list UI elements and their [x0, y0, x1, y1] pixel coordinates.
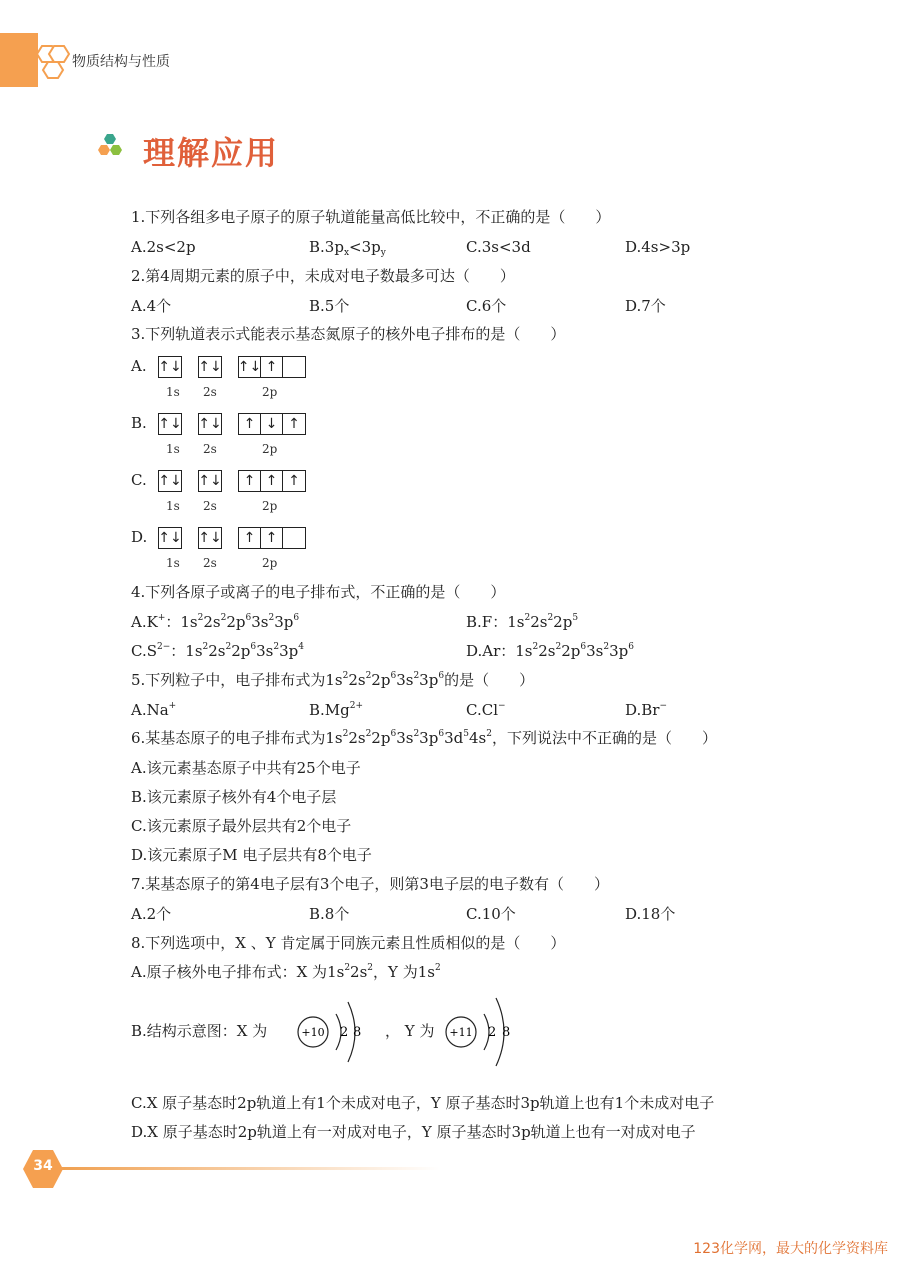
q6-option-c: C.该元素原子最外层共有2个电子 — [131, 817, 352, 835]
q3-option-b-letter: B. — [131, 414, 147, 432]
q4-option-a: A.K+：$1s^22s^22p^63s^23p^6$ — [131, 613, 300, 631]
question-1: 1.下列各组多电子原子的原子轨道能量高低比较中，不正确的是（ ） — [131, 208, 611, 226]
question-2: 2.第4周期元素的原子中，未成对电子数最多可达（ ） — [131, 267, 515, 285]
q4-option-d: D.Ar：$1s^22s^22p^63s^23p^6$ — [466, 642, 634, 660]
question-4: 4.下列各原子或离子的电子排布式，不正确的是（ ） — [131, 583, 506, 601]
q5-option-c: C.Cl− — [466, 701, 506, 719]
x-atom-structure-diagram — [296, 992, 376, 1074]
hexagon-logo-icon — [30, 42, 74, 86]
q1-option-c: C.3s<3d — [466, 238, 531, 256]
q2-option-b: B.5个 — [309, 297, 350, 315]
q6-option-b: B.该元素原子核外有4个电子层 — [131, 788, 337, 806]
q6-option-d: D.该元素原子M 电子层共有8个电子 — [131, 846, 372, 864]
x-nucleus-charge: +10 — [301, 1026, 325, 1039]
q3-option-a-orbitals — [158, 356, 306, 378]
orbital-2s: ↑↓ — [198, 359, 222, 375]
question-8: 8.下列选项中，X 、Y 肯定属于同族元素且性质相似的是（ ） — [131, 934, 566, 952]
label-2s: 2s — [203, 385, 217, 399]
orbital-2p-3: ↑ — [288, 416, 300, 432]
orbital-2p-1: ↑ — [239, 414, 261, 434]
question-5: 5.下列粒子中，电子排布式为$1s^22s^22p^63s^23p^6$的是（ ） — [131, 671, 535, 689]
label-1s: 1s — [166, 556, 180, 570]
orbital-1s: ↑↓ — [158, 416, 182, 432]
label-2p: 2p — [262, 442, 278, 456]
orbital-2s: ↑↓ — [198, 530, 222, 546]
x-shell-2: 8 — [353, 1025, 362, 1040]
orbital-2p-1: ↑ — [239, 471, 261, 491]
q8-option-d: D.X 原子基态时2p轨道上有一对成对电子，Y 原子基态时3p轨道上也有一对成对电子 — [131, 1123, 696, 1141]
x-shell-1: 2 — [340, 1025, 349, 1040]
q7-option-d: D.18个 — [625, 905, 676, 923]
q2-option-a: A.4个 — [131, 297, 172, 315]
section-hexagons-icon — [96, 133, 128, 163]
q1-option-d: D.4s>3p — [625, 238, 691, 256]
q3-option-a-letter: A. — [131, 357, 147, 375]
q8-option-b-y-label: ， Y 为 — [385, 1022, 435, 1040]
orbital-1s: ↑↓ — [158, 359, 182, 375]
q8-option-b-label: B.结构示意图：X 为 — [131, 1022, 268, 1040]
q8-option-c: C.X 原子基态时2p轨道上有1个未成对电子，Y 原子基态时3p轨道上也有1个未成对电子 — [131, 1094, 715, 1112]
question-6: 6.某基态原子的电子排布式为$1s^22s^22p^63s^23p^63d^54s^2$，下列说法中不正确的是（ ） — [131, 729, 717, 747]
q1-option-a: A.2s<2p — [131, 238, 196, 256]
label-2p: 2p — [262, 385, 278, 399]
orbital-2p-3: ↑ — [288, 473, 300, 489]
label-1s: 1s — [166, 499, 180, 513]
q6-option-a: A.该元素基态原子中共有25个电子 — [131, 759, 361, 777]
q5-option-d: D.Br− — [625, 701, 667, 719]
q2-option-c: C.6个 — [466, 297, 507, 315]
orbital-2p-2: ↑ — [261, 528, 283, 548]
y-shell-2: 8 — [502, 1025, 511, 1040]
orbital-2s: ↑↓ — [198, 416, 222, 432]
y-nucleus-charge: +11 — [449, 1026, 473, 1039]
question-7: 7.某基态原子的第4电子层有3个电子，则第3电子层的电子数有（ ） — [131, 875, 609, 893]
q3-option-d-orbitals — [158, 527, 306, 549]
label-1s: 1s — [166, 442, 180, 456]
watermark: 123化学网，最大的化学资料库 — [693, 1241, 888, 1257]
label-2s: 2s — [203, 499, 217, 513]
orbital-1s: ↑↓ — [158, 473, 182, 489]
q8-option-a: A.原子核外电子排布式：X 为$1s^22s^2$，Y 为$1s^2$ — [131, 963, 441, 981]
q1-option-b: $B.3p_x<3p_y$ — [309, 238, 386, 258]
q7-option-b: B.8个 — [309, 905, 350, 923]
q3-option-c-letter: C. — [131, 471, 147, 489]
q4-option-b: B.F：$1s^22s^22p^5$ — [466, 613, 579, 631]
q3-option-d-letter: D. — [131, 528, 148, 546]
q5-option-b: $B.Mg^{2+}$ — [309, 701, 364, 719]
q7-option-a: A.2个 — [131, 905, 172, 923]
orbital-2p-3 — [283, 357, 305, 377]
orbital-2p-2: ↑ — [261, 357, 283, 377]
question-3: 3.下列轨道表示式能表示基态氮原子的核外电子排布的是（ ） — [131, 325, 566, 343]
orbital-1s: ↑↓ — [158, 530, 182, 546]
orbital-2p-1: ↑ — [239, 528, 261, 548]
q3-option-b-orbitals — [158, 413, 306, 435]
q4-option-c: $C.S^{2-}$：$1s^22s^22p^63s^23p^4$ — [131, 642, 305, 660]
label-2p: 2p — [262, 556, 278, 570]
q2-option-d: D.7个 — [625, 297, 666, 315]
header-title: 物质结构与性质 — [72, 54, 170, 70]
orbital-2s: ↑↓ — [198, 473, 222, 489]
q5-option-a: A.Na+ — [131, 701, 177, 719]
orbital-2p-3 — [283, 528, 305, 548]
orbital-2p-1: ↑↓ — [237, 359, 262, 375]
y-atom-structure-diagram — [444, 990, 524, 1074]
q7-option-c: C.10个 — [466, 905, 516, 923]
orbital-2p-2: ↑ — [261, 471, 283, 491]
label-1s: 1s — [166, 385, 180, 399]
orbital-2p-2: ↓ — [261, 414, 283, 434]
section-title: 理解应用 — [143, 134, 280, 172]
label-2s: 2s — [203, 556, 217, 570]
label-2s: 2s — [203, 442, 217, 456]
footer-line — [60, 1167, 440, 1170]
q3-option-c-orbitals — [158, 470, 306, 492]
page-number: 34 — [33, 1158, 53, 1174]
label-2p: 2p — [262, 499, 278, 513]
y-shell-1: 2 — [488, 1025, 497, 1040]
